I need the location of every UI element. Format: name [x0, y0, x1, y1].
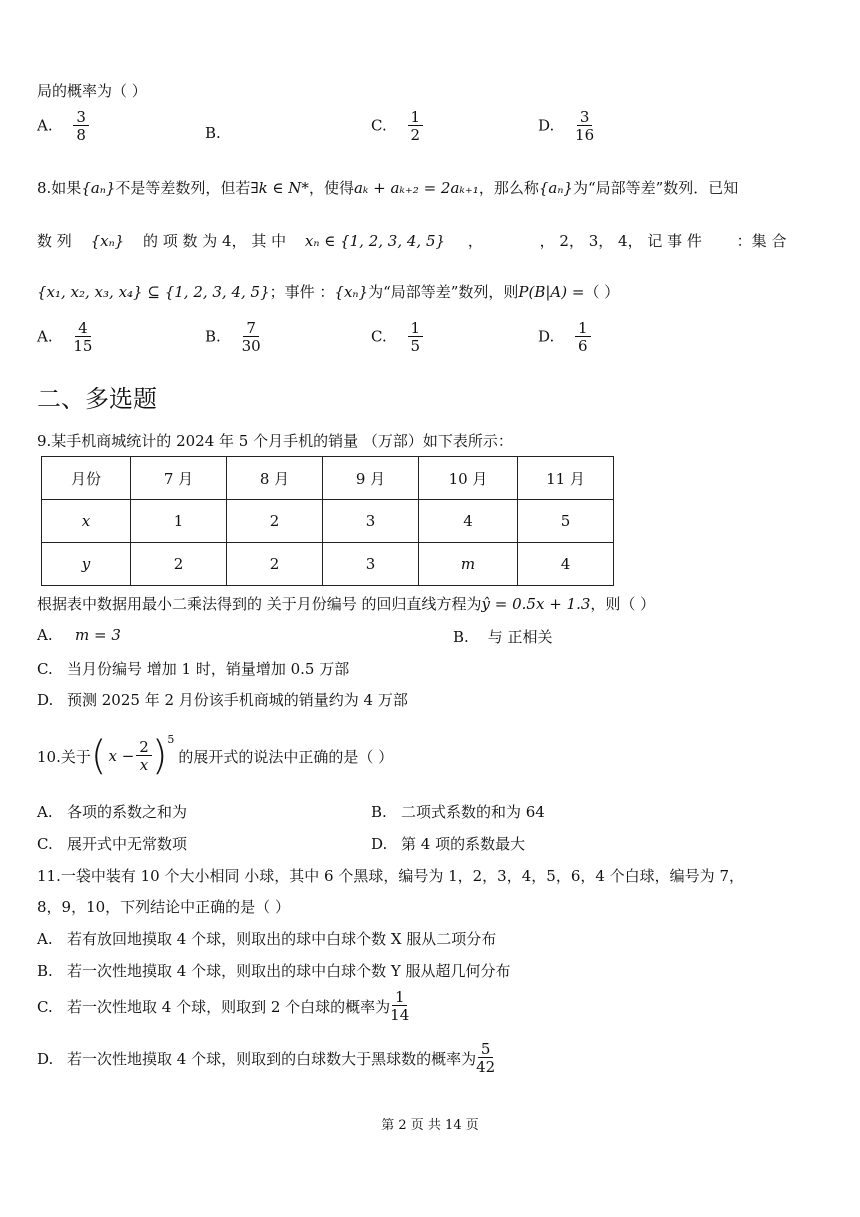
option-label: B.: [371, 803, 387, 821]
table-cell: y: [42, 543, 131, 586]
sales-table: [41, 456, 614, 586]
text: ，则（ ）: [590, 595, 656, 613]
fraction: [136, 737, 152, 774]
q8-option-d: [538, 321, 591, 354]
numerator: 1: [575, 321, 591, 337]
denominator: 16: [575, 126, 595, 144]
math-seq-xn: {xₙ}: [334, 283, 369, 301]
option-text: m = 3: [75, 626, 121, 644]
table-cell: 11 月: [518, 457, 614, 500]
q7-stem-tail: 局的概率为（ ）: [37, 82, 147, 100]
q10-option-a: [37, 801, 187, 822]
fraction: [408, 110, 424, 143]
table-cell: 4: [419, 500, 518, 543]
q11-option-d: [37, 1042, 495, 1075]
table-cell: 2: [227, 543, 323, 586]
option-label: C.: [37, 997, 53, 1016]
option-label: A.: [37, 626, 53, 644]
option-text: 二项式系数的和为 64: [401, 803, 545, 821]
fraction: [575, 110, 594, 143]
option-label: A.: [37, 327, 53, 346]
option-text: 与 正相关: [483, 628, 553, 646]
option-label: A.: [37, 930, 53, 948]
q9-stem: 9.某手机商城统计的 2024 年 5 个月手机的销量 （万部）如下表所示：: [37, 432, 513, 450]
q9-line-2: [37, 593, 655, 614]
q9-option-a: [37, 626, 121, 644]
text: ， 2， 3， 4， 记 事 件: [539, 232, 702, 250]
math-xn-in: xₙ ∈ {1, 2, 3, 4, 5}: [304, 232, 446, 250]
text: 数 列: [37, 232, 72, 250]
q9-option-b: [453, 626, 553, 647]
text: 为“局部等差”数列，则: [368, 283, 519, 301]
table-cell: 3: [323, 500, 419, 543]
denominator: 6: [578, 337, 588, 355]
option-text: 若有放回地摸取 4 个球，则取出的球中白球个数 X 服从二项分布: [67, 930, 497, 948]
denominator: 2: [410, 126, 421, 144]
option-label: C.: [371, 327, 387, 346]
text: （ ）: [584, 283, 620, 301]
text: 不是等差数列，但若: [115, 179, 251, 197]
numerator: 1: [408, 110, 424, 126]
fraction: [73, 110, 89, 143]
q8-line-1: [37, 177, 738, 198]
option-label: D.: [371, 835, 388, 853]
denominator: 42: [476, 1058, 496, 1076]
q9-option-c: [37, 658, 349, 679]
left-paren: (: [90, 733, 107, 779]
table-row: [42, 457, 614, 500]
q10-stem: [37, 731, 393, 781]
text: ：集 合: [736, 232, 787, 250]
fraction: [408, 321, 424, 354]
math-seq-xn: {xₙ}: [90, 232, 125, 250]
option-label: A.: [37, 803, 53, 821]
option-text: 若一次性地摸取 4 个球，则取出的球中白球个数 Y 服从超几何分布: [67, 962, 511, 980]
numerator: 5: [478, 1042, 494, 1058]
math-x: x −: [108, 747, 135, 765]
q7-option-c: [371, 110, 423, 143]
table-cell: 5: [518, 500, 614, 543]
option-label: B.: [205, 327, 221, 346]
table-cell: 月份: [42, 457, 131, 500]
fraction: [575, 321, 591, 354]
option-text: 若一次性地取 4 个球，则取到 2 个白球的概率为: [67, 998, 391, 1016]
q11-line-2: 8，9，10，下列结论中正确的是（ ）: [37, 898, 290, 916]
option-text: 第 4 项的系数最大: [401, 835, 526, 853]
table-cell: 8 月: [227, 457, 323, 500]
denominator: 8: [76, 126, 86, 144]
numerator: 4: [75, 321, 91, 337]
q9-option-d: [37, 689, 408, 710]
table-cell: 9 月: [323, 457, 419, 500]
table-cell: 2: [131, 543, 227, 586]
numerator: 2: [136, 740, 152, 756]
q10-option-c: [37, 833, 187, 854]
table-cell: x: [42, 500, 131, 543]
q8-option-b: [205, 321, 261, 354]
table-row: [42, 543, 614, 586]
text: ，: [467, 232, 483, 250]
math-seq-an: {aₙ}: [81, 179, 116, 197]
math-exists: ∃k ∈ N*: [250, 179, 309, 197]
q8-option-c: [371, 321, 423, 354]
q8-line-3: [37, 281, 619, 302]
math-set: {x₁, x₂, x₃, x₄} ⊆ {1, 2, 3, 4, 5}: [37, 283, 270, 301]
table-cell: 3: [323, 543, 419, 586]
fraction: [73, 321, 92, 354]
right-paren: ): [151, 733, 168, 779]
q11-option-c: [37, 990, 409, 1023]
option-label: B.: [37, 962, 53, 980]
fraction: [390, 990, 409, 1023]
option-label: D.: [37, 1049, 54, 1068]
fraction: [476, 1042, 495, 1075]
denominator: 30: [241, 337, 261, 355]
option-text: 当月份编号 增加 1 时，销量增加 0.5 万部: [67, 660, 350, 678]
math-condition: aₖ + aₖ₊₂ = 2aₖ₊₁: [353, 179, 479, 197]
text: 8.如果: [37, 179, 82, 197]
option-label: A.: [37, 116, 53, 135]
denominator: 15: [73, 337, 93, 355]
page-footer: 第 2 页 共 14 页: [381, 1118, 479, 1133]
table-cell: 10 月: [419, 457, 518, 500]
q7-option-d: [538, 110, 594, 143]
text: 根据表中数据用最小二乘法得到的 关于月份编号 的回归直线方程为: [37, 595, 482, 613]
math-regression: ŷ = 0.5x + 1.3: [481, 595, 591, 613]
q11-line-1: 11.一袋中装有 10 个大小相同 小球，其中 6 个黑球，编号为 1，2，3，4，5，6，4 个白球，编号为 7，: [37, 867, 744, 885]
q8-line-2: [37, 230, 786, 251]
text: 10.关于: [37, 747, 91, 766]
table-row: [42, 500, 614, 543]
text: ，使得: [308, 179, 354, 197]
math-conditional-prob: P(B|A) =: [518, 283, 585, 301]
option-text: 预测 2025 年 2 月份该手机商城的销量约为 4 万部: [67, 691, 408, 709]
option-text: 若一次性地摸取 4 个球，则取到的白球数大于黑球数的概率为: [67, 1050, 477, 1068]
option-label: D.: [538, 327, 555, 346]
exponent: 5: [167, 733, 175, 746]
numerator: 3: [73, 110, 89, 126]
option-label: D.: [538, 116, 555, 135]
denominator: 5: [410, 337, 421, 355]
option-label: C.: [37, 660, 53, 678]
table-cell: 1: [131, 500, 227, 543]
table-cell: 2: [227, 500, 323, 543]
text: 为“局部等差”数列．已知: [572, 179, 739, 197]
option-label: D.: [37, 691, 54, 709]
q10-option-b: [371, 801, 545, 822]
q7-option-a: [37, 110, 89, 143]
math-seq-an: {aₙ}: [538, 179, 573, 197]
numerator: 1: [392, 990, 408, 1006]
denominator: 14: [390, 1006, 410, 1024]
q8-option-a: [37, 321, 92, 354]
text: ；事件 ：: [269, 283, 335, 301]
option-label: B.: [453, 628, 469, 646]
option-text: 展开式中无常数项: [67, 835, 188, 853]
text: 的 项 数 为 4， 其 中: [142, 232, 287, 250]
table-cell: 7 月: [131, 457, 227, 500]
option-label: C.: [37, 835, 53, 853]
q11-option-b: [37, 960, 511, 981]
q7-option-b: [205, 124, 221, 142]
section-title: 二、多选题: [37, 385, 157, 413]
option-text: 各项的系数之和为: [67, 803, 188, 821]
numerator: 3: [577, 110, 593, 126]
numerator: 7: [243, 321, 259, 337]
numerator: 1: [408, 321, 424, 337]
fraction: [242, 321, 261, 354]
table-cell: 4: [518, 543, 614, 586]
q10-option-d: [371, 833, 525, 854]
text: 的展开式的说法中正确的是（ ）: [178, 747, 394, 766]
q11-option-a: [37, 928, 496, 949]
denominator: x: [139, 755, 149, 774]
table-cell: m: [419, 543, 518, 586]
option-label: B.: [205, 124, 221, 142]
text: ，那么称: [478, 179, 539, 197]
option-label: C.: [371, 116, 387, 135]
